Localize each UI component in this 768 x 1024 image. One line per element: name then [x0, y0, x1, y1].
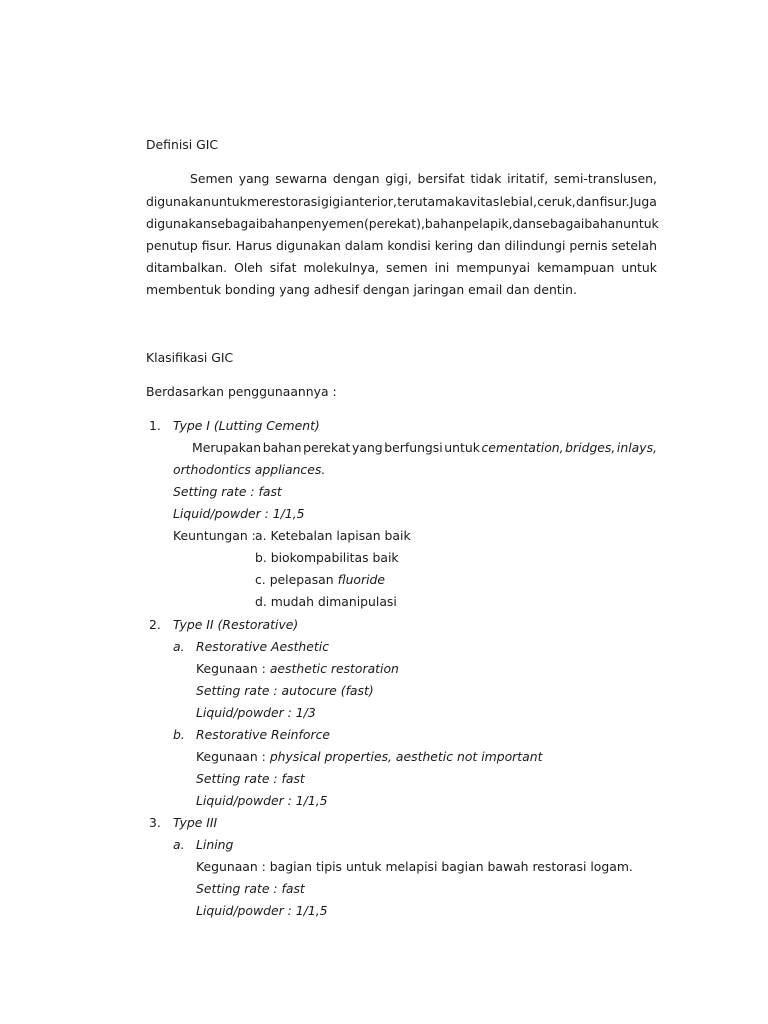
type3-a-setting-rate: Setting rate : fast [196, 881, 305, 896]
word: merestorasi [247, 194, 321, 209]
word: lebial, [499, 194, 537, 209]
type2-a-liquid-powder: Liquid/powder : 1/3 [196, 705, 316, 720]
type2-b-kegunaan [196, 749, 542, 765]
kegunaan-value: aesthetic restoration [269, 661, 399, 676]
kegunaan-label: Kegunaan : [196, 661, 266, 676]
word: Harus [235, 238, 273, 253]
word: penutup [146, 238, 198, 253]
type1-liquid-powder: Liquid/powder : 1/1,5 [173, 506, 305, 521]
word: mempunyai [456, 260, 531, 275]
word: semen [386, 260, 428, 275]
word: terutama [397, 194, 455, 209]
type3-a-title: Lining [196, 837, 234, 852]
word: bridges, [565, 440, 616, 455]
keuntungan-item-c-text: c. pelepasan [255, 572, 334, 587]
word: pernis [569, 238, 608, 253]
definisi-line-1 [190, 171, 657, 187]
type1-keuntungan-label: Keuntungan : [173, 528, 256, 543]
word: berfungsi [384, 440, 443, 455]
word: sewarna [275, 171, 328, 186]
definisi-line-2 [146, 194, 657, 210]
word: dilindungi [504, 238, 566, 253]
word: Oleh [234, 260, 263, 275]
type2-a-kegunaan [196, 661, 399, 677]
definisi-line-3 [146, 216, 657, 232]
word: kondisi [387, 238, 431, 253]
word: tidak [470, 171, 502, 186]
word: perekat [303, 440, 351, 455]
type3-title: Type III [173, 815, 218, 830]
word: digunakan [146, 216, 211, 231]
definisi-line-6: membentuk bonding yang adhesif dengan jaringan email dan dentin. [146, 282, 577, 297]
type2-b-letter: b. [173, 727, 185, 742]
type3-a-liquid-powder: Liquid/powder : 1/1,5 [196, 903, 328, 918]
word: untuk [444, 440, 480, 455]
word: anterior, [343, 194, 397, 209]
klasifikasi-intro: Berdasarkan penggunaannya : [146, 384, 337, 399]
word: bahan [584, 216, 624, 231]
definisi-line-4 [146, 238, 657, 254]
word: pelapik, [463, 216, 513, 231]
word: digunakan [146, 194, 211, 209]
type1-desc-line-1 [192, 440, 657, 456]
word: Merupakan [192, 440, 262, 455]
section-title-klasifikasi: Klasifikasi GIC [146, 350, 234, 365]
type1-setting-rate: Setting rate : fast [173, 484, 282, 499]
word: bahan [262, 440, 302, 455]
word: cementation, [481, 440, 564, 455]
keuntungan-item-c-italic: fluoride [337, 572, 386, 587]
type2-a-letter: a. [173, 639, 185, 654]
word: dengan [332, 171, 380, 186]
word: kering [434, 238, 474, 253]
type2-title: Type II (Restorative) [173, 617, 299, 632]
word: untuk [211, 194, 247, 209]
word: gigi, [385, 171, 412, 186]
type2-b-setting-rate: Setting rate : fast [196, 771, 305, 786]
list-number-3: 3. [149, 815, 161, 830]
keuntungan-item-c [255, 572, 385, 588]
word: yang [238, 171, 270, 186]
definisi-line-5 [146, 260, 657, 276]
word: gigi [320, 194, 344, 209]
type2-b-liquid-powder: Liquid/powder : 1/1,5 [196, 793, 328, 808]
word: ditambalkan. [146, 260, 228, 275]
type2-a-setting-rate: Setting rate : autocure (fast) [196, 683, 374, 698]
keuntungan-item-a: a. Ketebalan lapisan baik [255, 528, 411, 543]
word: fisur. [599, 194, 630, 209]
word: (perekat), [363, 216, 425, 231]
word: sebagai [210, 216, 260, 231]
word: yang [352, 440, 383, 455]
word: semi-translusen, [553, 171, 657, 186]
type1-title: Type I (Lutting Cement) [173, 418, 320, 433]
type3-a-letter: a. [173, 837, 185, 852]
type1-desc-line-2: orthodontics appliances. [173, 462, 326, 477]
word: dan [477, 238, 501, 253]
word: fisur. [201, 238, 232, 253]
word: Semen [190, 171, 234, 186]
keuntungan-item-b: b. biokompabilitas baik [255, 550, 399, 565]
word: ceruk, [537, 194, 576, 209]
word: untuk [623, 216, 659, 231]
word: dan [512, 216, 536, 231]
word: digunakan [275, 238, 341, 253]
word: bahan [259, 216, 299, 231]
word: dan [575, 194, 600, 209]
word: iritatif, [507, 171, 549, 186]
section-title-definisi: Definisi GIC [146, 137, 219, 152]
list-number-1: 1. [149, 418, 161, 433]
word: bersifat [417, 171, 465, 186]
word: Juga [629, 194, 657, 209]
word: setelah [611, 238, 657, 253]
list-number-2: 2. [149, 617, 161, 632]
word: bahan [424, 216, 464, 231]
word: untuk [621, 260, 657, 275]
type2-b-title: Restorative Reinforce [196, 727, 331, 742]
type2-a-title: Restorative Aesthetic [196, 639, 330, 654]
word: sebagai [535, 216, 585, 231]
kegunaan-value: physical properties, aesthetic not important [269, 749, 543, 764]
kegunaan-label: Kegunaan : [196, 749, 266, 764]
keuntungan-item-d: d. mudah dimanipulasi [255, 594, 397, 609]
word: ini [434, 260, 450, 275]
type3-a-kegunaan: Kegunaan : bagian tipis untuk melapisi bagian bawah restorasi logam. [196, 859, 633, 874]
word: kavitas [455, 194, 500, 209]
word: kemampuan [537, 260, 615, 275]
word: dalam [344, 238, 384, 253]
word: penyemen [298, 216, 364, 231]
word: inlays, [616, 440, 657, 455]
word: molekulnya, [303, 260, 379, 275]
word: sifat [269, 260, 297, 275]
